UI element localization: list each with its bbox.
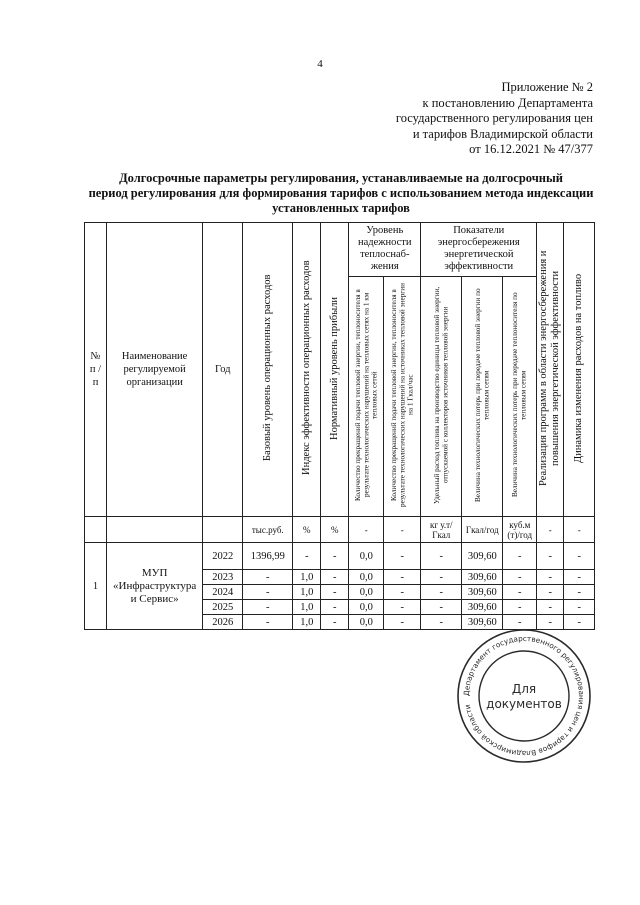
unit-cell: % [293,517,321,543]
unit-cell [85,517,107,543]
stamp-ring-text: Департамент государственного регулирования цен и тарифов Владимирской области [461,633,587,759]
header-org: Наименование регулируемой организации [107,223,203,517]
value-cell: 0,0 [349,585,384,600]
value-cell: - [421,570,462,585]
stamp-inner-ring [479,651,569,741]
value-cell: 1,0 [293,600,321,615]
value-cell: - [321,615,349,630]
unit-cell: - [537,517,564,543]
value-cell: - [243,585,293,600]
value-cell: - [384,585,421,600]
value-cell: 309,60 [462,570,503,585]
header-year: Год [203,223,243,517]
value-cell: - [321,570,349,585]
appendix-line: от 16.12.2021 № 47/377 [469,142,593,156]
header-programs: Реализация программ в области энергосбережения и повышения энергетической эффективности [537,223,564,517]
value-cell: - [503,600,537,615]
unit-cell: кг у.т/Гкал [421,517,462,543]
unit-cell: - [384,517,421,543]
parameters-table [84,222,595,630]
unit-cell [203,517,243,543]
header-base: Базовый уровень операционных расходов [243,223,293,517]
title-line: Долгосрочные параметры регулирования, устанавливаемые на долгосрочный [119,171,563,185]
header-en2: Величина технологических потерь при передаче тепловой энергии по тепловым сетям [462,277,503,517]
year-cell: 2023 [203,570,243,585]
value-cell: - [421,615,462,630]
table-row [85,543,595,570]
unit-cell: тыс.руб. [243,517,293,543]
value-cell: - [321,600,349,615]
value-cell: 0,0 [349,600,384,615]
value-cell: 1396,99 [243,543,293,570]
header-dynamics: Динамика изменения расходов на топливо [564,223,595,517]
value-cell: - [537,543,564,570]
units-row [85,517,595,543]
year-cell: 2025 [203,600,243,615]
value-cell: 309,60 [462,600,503,615]
header-en1: Удельный расход топлива на производство единицы тепловой энергии, отпускаемой с коллекторов источников тепловой энергии [421,277,462,517]
appendix-line: государственного регулирования цен [395,111,593,125]
value-cell: - [564,600,595,615]
year-cell: 2026 [203,615,243,630]
stamp-center-line: документов [486,697,562,711]
value-cell: 309,60 [462,585,503,600]
value-cell: - [243,615,293,630]
header-rel2: Количество прекращений подачи тепловой энергии, теплоносителя в результате технологических нарушений на источниках тепловой энергии на 1 Гкал/час [384,277,421,517]
unit-cell: - [349,517,384,543]
value-cell: - [384,570,421,585]
value-cell: 309,60 [462,615,503,630]
value-cell: - [384,543,421,570]
value-cell: - [384,615,421,630]
value-cell: 0,0 [349,615,384,630]
appendix-line: к постановлению Департамента [422,95,593,110]
header-en3: Величина технологических потерь при передаче теплоносителя по тепловым сетям [503,277,537,517]
header-profit: Нормативный уровень прибыли [321,223,349,517]
value-cell: - [384,600,421,615]
unit-cell: - [564,517,595,543]
header-index: Индекс эффективности операционных расходов [293,223,321,517]
year-cell: 2022 [203,543,243,570]
value-cell: - [243,600,293,615]
value-cell: - [243,570,293,585]
value-cell: - [503,570,537,585]
value-cell: - [421,600,462,615]
value-cell: 1,0 [293,570,321,585]
unit-cell: куб.м (т)/год [503,517,537,543]
header-energy-group: Показатели энергосбережения энергетической эффективности [421,223,537,277]
value-cell: - [293,543,321,570]
value-cell: - [421,543,462,570]
value-cell: 1,0 [293,615,321,630]
appendix-line: и тарифов Владимирской области [412,126,593,141]
value-cell: 309,60 [462,543,503,570]
value-cell: - [564,615,595,630]
document-title [85,171,597,216]
value-cell: - [321,585,349,600]
appendix-line: Приложение № 2 [501,80,593,94]
value-cell: - [564,570,595,585]
value-cell: - [537,615,564,630]
value-cell: - [537,600,564,615]
stamp-outer-ring [458,630,590,762]
header-reliability-group: Уровень надежности теплоснаб-жения [349,223,421,277]
value-cell: 0,0 [349,543,384,570]
value-cell: - [321,543,349,570]
page-number: 4 [317,58,323,70]
year-cell: 2024 [203,585,243,600]
stamp-center-line: Для [511,682,537,696]
value-cell: - [503,615,537,630]
value-cell: - [503,585,537,600]
value-cell: - [537,585,564,600]
unit-cell: % [321,517,349,543]
value-cell: 0,0 [349,570,384,585]
value-cell: - [564,543,595,570]
header-rel1: Количество прекращений подачи тепловой энергии, теплоносителя в результате технологических нарушений на тепловых сетях на 1 км тепловых сетей [349,277,384,517]
value-cell: - [503,543,537,570]
value-cell: - [564,585,595,600]
value-cell: - [421,585,462,600]
value-cell: 1,0 [293,585,321,600]
title-line: установленных тарифов [272,201,410,215]
value-cell: - [537,570,564,585]
organization-name: МУП «Инфраструктура и Сервис» [107,543,203,630]
seal-stamp [455,627,593,765]
appendix-block [396,80,593,158]
unit-cell: Гкал/год [462,517,503,543]
header-num: № п / п [85,223,107,517]
row-number: 1 [85,543,107,630]
unit-cell [107,517,203,543]
title-line: период регулирования для формирования тарифов с использованием метода индексации [88,186,594,200]
